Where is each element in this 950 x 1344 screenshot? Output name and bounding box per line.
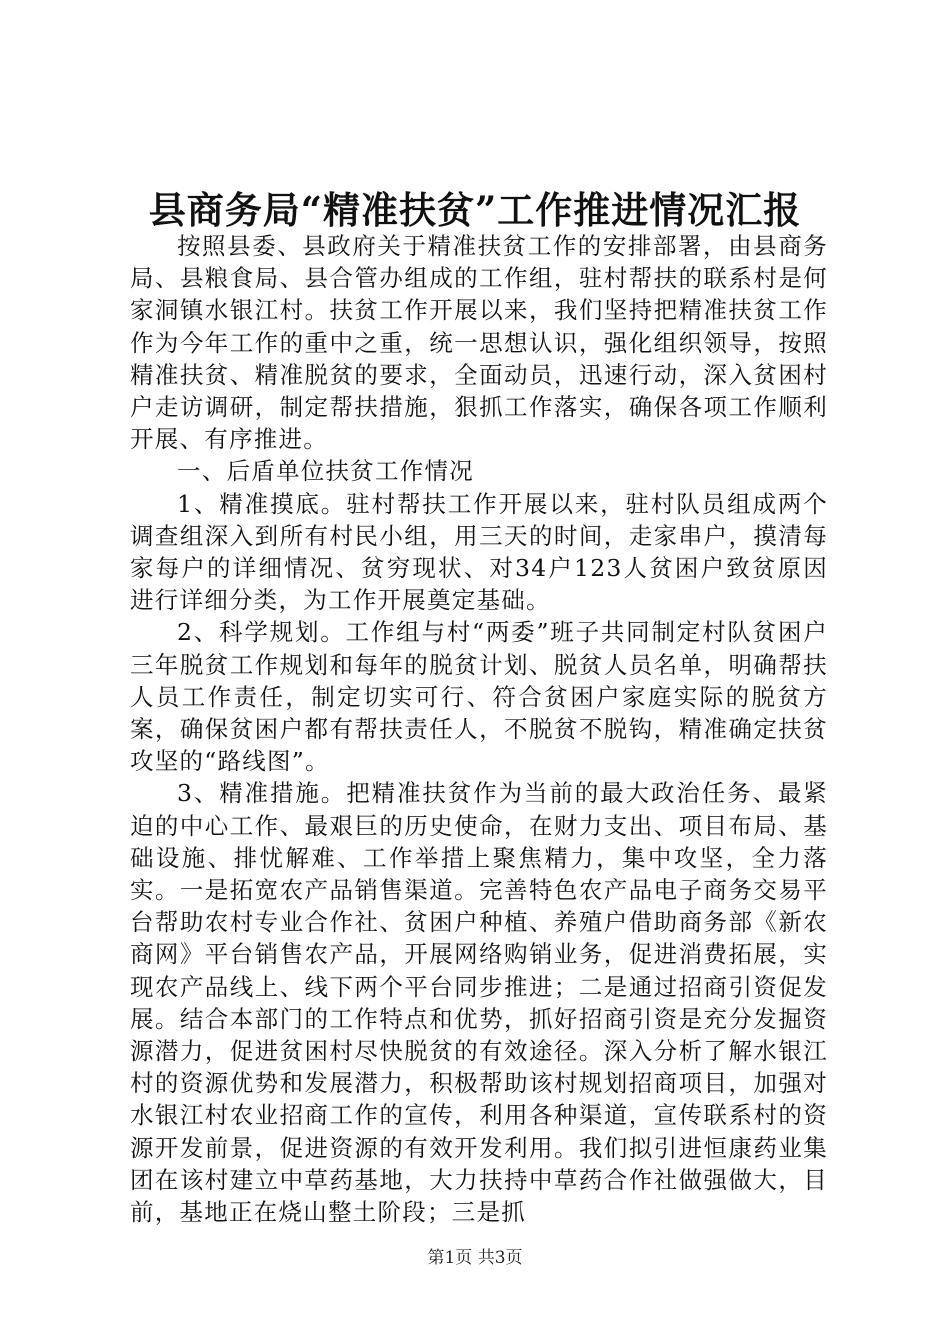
paragraph-precise-measures: 3、精准措施。把精准扶贫作为当前的最大政治任务、最紧迫的中心工作、最艰巨的历史使命，在财力支出、项目布局、基础设施、排忧解难、工作举措上聚焦精力，集中攻坚，全力落实。一是拓宽农产品销售渠道。完善特色农产品电子商务交易平台帮助农村专业合作社、贫困户种植、养殖户借助商务部《新农商网》平台销售农产品，开展网络购销业务，促进消费拓展，实现农产品线上、线下两个平台同步推进；二是通过招商引资促发展。结合本部门的工作特点和优势，抓好招商引资是充分发掘资源潜力，促进贫困村尽快脱贫的有效途径。深入分析了解水银江村的资源优势和发展潜力，积极帮助该村规划招商项目，加强对水银江村农业招商工作的宣传，利用各种渠道，宣传联系村的资源开发前景，促进资源的有效开发利用。我们拟引进恒康药业集团在该村建立中草药基地，大力扶持中草药合作社做强做大，目前，基地正在烧山整土阶段；三是抓: [130, 779, 828, 1227]
intro-paragraph: 按照县委、县政府关于精准扶贫工作的安排部署，由县商务局、县粮食局、县合管办组成的工作组，驻村帮扶的联系村是何家洞镇水银江村。扶贫工作开展以来，我们坚持把精准扶贫工作作为今年工作的重中之重，统一思想认识，强化组织领导，按照精准扶贫、精准脱贫的要求，全面动员，迅速行动，深入贫困村户走访调研，制定帮扶措施，狠抓工作落实，确保各项工作顺利开展、有序推进。: [130, 232, 828, 454]
page-number: 第1页 共3页: [427, 1248, 523, 1268]
section-heading: 一、后盾单位扶贫工作情况: [177, 457, 474, 486]
document-title: 县商务局“精准扶贫”工作推进情况汇报: [148, 188, 802, 232]
paragraph-scientific-planning: 2、科学规划。工作组与村“两委”班子共同制定村队贫困户三年脱贫工作规划和每年的脱贫计划、脱贫人员名单，明确帮扶人员工作责任，制定切实可行、符合贫困户家庭实际的脱贫方案，确保贫困户都有帮扶责任人，不脱贫不脱钩，精准确定扶贫攻坚的“路线图”。: [130, 618, 828, 776]
document-body: [130, 230, 828, 1228]
paragraph-precise-survey: 1、精准摸底。驻村帮扶工作开展以来，驻村队员组成两个调查组深入到所有村民小组，用三天的时间，走家串户，摸清每家每户的详细情况、贫穷现状、对34户123人贫困户致贫原因进行详细分类，为工作开展奠定基础。: [130, 489, 828, 615]
